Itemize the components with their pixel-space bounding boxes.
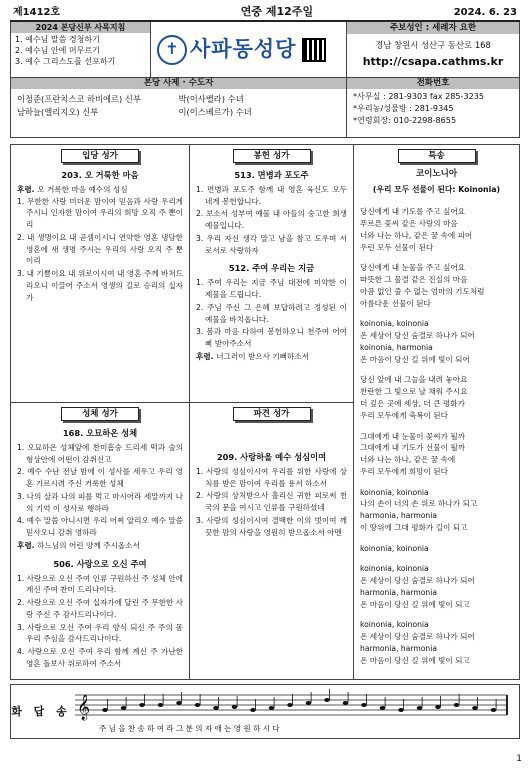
lyric-stanza <box>360 543 513 555</box>
offertory-hymn-title: 봉헌 성가 <box>233 149 311 163</box>
church-emblem-icon: ✝ <box>157 35 187 65</box>
sister-name: 박(이사벨라) 수녀 <box>178 94 244 104</box>
dismissal-hymn-section <box>190 402 353 543</box>
verse: 3. 내 기쁨이요 내 위로이시여 내 영혼 주께 바쳐드리오니 이끌어 주소서 영생의 길로 승리의 십자가 <box>17 269 183 302</box>
issue-number: 제1412호 <box>13 6 61 18</box>
church-logo-area <box>151 22 347 77</box>
special-song-title: 특송 <box>398 149 476 163</box>
hymn-grid <box>10 144 520 680</box>
hymn-number-title: 168. 오묘하온 성체 <box>62 428 138 438</box>
clergy-title: 본당 사제 · 수도자 <box>11 78 346 89</box>
phone-line: *연령회장: 010-2298-8655 <box>353 115 457 125</box>
lyric-stanza <box>360 374 513 421</box>
refrain: 후렴. 오 거룩한 마음 예수의 성심 <box>17 184 128 194</box>
verse: 2. 보소서 성부여 예물 내 아들의 숭고한 희생 예물입니다. <box>196 209 347 231</box>
lyric-line: koinonia, koinonia <box>360 319 429 329</box>
lyric-stanza <box>360 206 513 253</box>
offertory-hymn-section <box>190 145 353 402</box>
verse: 3. 사랑의 성심이시여 결백한 이의 벗이여 깨끗한 맘의 사랑을 영원히 받으옵소서 아멘 <box>196 515 347 537</box>
music-note <box>269 706 275 710</box>
verse: 1. 주여 우리는 지금 주님 대전에 미약한 이 제물을 드립니다. <box>196 278 347 300</box>
lyric-line: koinonia, koinonia <box>360 564 429 574</box>
bulletin-date: 2024. 6. 23 <box>453 6 517 18</box>
lyric-line: 푸르른 꽃씨 같은 사랑의 마음 <box>360 219 458 229</box>
lyric-stanza <box>360 262 513 309</box>
goal-item: 2. 예수님 안에 머무르기 <box>15 46 100 55</box>
music-note <box>435 705 441 709</box>
music-note <box>287 703 293 707</box>
lyric-line: 당신에게 내 눈물을 주고 싶어요 <box>360 263 466 273</box>
lyric-line: 온 세상이 당신 숨결로 하나가 되어 <box>360 632 475 642</box>
hymn-number-title: 506. 사랑으로 오신 주여 <box>53 558 147 569</box>
lyric-line: 그대에게 내 기도가 선물이 될까 <box>360 443 466 453</box>
patron-saint: 주보성인 : 세례자 요한 <box>347 22 519 34</box>
lyric-line: 온 마음이 당신 길 위에 빛이 되고 <box>360 655 470 665</box>
lyric-line: 당신 앞에 내 그늘을 내려 놓아요 <box>360 375 468 385</box>
qr-code-icon[interactable] <box>302 38 326 62</box>
lyric-line: 온 마음이 당신 길 위에 빛이 되고 <box>360 599 470 609</box>
church-address: 경남 창원시 성산구 동산로 168 <box>375 40 491 50</box>
pastoral-goals <box>11 22 151 77</box>
lyric-line: 찬란한 그 빛으로 날 채워 주시요 <box>360 387 468 397</box>
lyric-line: 당신에게 내 기도를 주고 싶어요 <box>360 207 466 217</box>
lyric-line: 너와 나는 하나, 같은 꿈 속에 <box>360 455 456 465</box>
column-right <box>354 145 519 679</box>
verse: 2. 주님 주신 그 은혜 보답하려고 정성된 이 예물을 바치옵니다. <box>196 302 347 324</box>
entrance-hymn-title: 입당 성가 <box>61 149 139 163</box>
phone-section <box>347 78 519 137</box>
music-note <box>380 706 386 710</box>
priest-name: 이정준(프란치스코 하비에르) 신부 <box>17 94 141 104</box>
music-notation-icon <box>71 687 511 737</box>
verse: 2. 사랑의 상처받으사 흘리신 귀한 피로써 천국의 문을 여시고 인류를 구원하셨네 <box>196 491 347 513</box>
priest-name: 남하늘(엘리지오) 신부 <box>17 107 99 117</box>
phone-title: 전화번호 <box>347 78 519 89</box>
responsorial-psalm <box>10 684 520 739</box>
music-note <box>491 708 497 712</box>
music-note <box>139 703 145 707</box>
lyric-line: 우리 모두에게 축복이 된다 <box>360 410 448 420</box>
hymn-number-title: 209. 사랑하올 예수 성심이여 <box>216 452 327 462</box>
verse: 1. 사랑의 성심이시여 우리를 위한 사랑에 상처를 받은 맘이여 우리를 용서 하소서 <box>196 466 347 488</box>
lyric-line: 따뜻한 그 물결 같은 진실의 마음 <box>360 275 468 285</box>
svg-text:𝄞: 𝄞 <box>77 694 91 720</box>
verse: 2. 사랑으로 오신 주여 십자가에 달린 주 무한한 사랑 주신 주 감사드리나이다. <box>17 598 183 619</box>
song-subtitle: (우리 모두 선물이 된다: Koinonia) <box>372 185 501 195</box>
lyric-stanza <box>360 563 513 610</box>
music-note <box>398 708 404 712</box>
page-number: 1 <box>516 754 522 765</box>
lyric-line: koinonia, koinonia <box>360 543 429 553</box>
verse: 3. 봄과 마음 다하여 봉헌하오니 천주여 어여삐 받아주소서 <box>196 327 347 349</box>
goal-item: 3. 예수 그리스도를 선포하기 <box>15 57 116 66</box>
lyric-line: 온 마음이 당신 길 위에 빛이 되어 <box>360 354 470 364</box>
clergy-section <box>11 78 347 137</box>
sister-name: 이(이스베르가) 수녀 <box>178 107 252 117</box>
lyric-line: koinonia, koinonia <box>360 487 429 497</box>
dismissal-hymn-title: 파견 성가 <box>233 407 311 421</box>
hymn-number-title: 203. 오 거룩한 마음 <box>61 170 139 180</box>
music-note <box>213 706 219 710</box>
music-note <box>250 708 256 712</box>
verse: 4. 사랑으로 오신 주여 우리 함께 계신 주 가난한 영혼 돌보사 위로하여 주소서 <box>17 647 183 668</box>
lyric-stanza <box>360 431 513 478</box>
lyric-line: 너와 나는 하나, 같은 꿈 속에 피어 <box>360 230 473 240</box>
lyric-line: harmonia, harmonia <box>360 643 437 653</box>
lyric-line: 온 세상이 당신 숨결로 하나가 되어 <box>360 331 475 341</box>
refrain: 후렴. 하느님의 어린 양께 주시옵소서 <box>17 540 140 550</box>
song-lyrics <box>360 206 513 666</box>
lyric-stanza <box>360 487 513 534</box>
hymn-number-title: 512. 주여 우리는 지금 <box>228 263 315 274</box>
lyric-line: 나의 손이 너의 손 위로 하나가 되고 <box>360 499 478 509</box>
music-note <box>102 708 108 712</box>
music-note <box>472 706 478 710</box>
pastoral-goals-title: 2024 본당신부 사목지침 <box>11 22 150 33</box>
music-note <box>343 701 349 705</box>
svg-text:주 님 을 찬 송 하 여 라 그 분 의 자 애 는: 주 님 을 찬 송 하 여 라 그 분 의 자 애 는 영 원 하 시 다 <box>99 723 280 733</box>
column-middle <box>190 145 354 679</box>
music-note <box>121 706 127 710</box>
lyric-stanza <box>360 318 513 365</box>
lyric-line: 그대에게 내 눈물이 꽃씨가 될까 <box>360 431 466 441</box>
music-note <box>232 705 238 709</box>
verse: 3. 나의 살과 나의 피를 먹고 마시어라 세말까지 나의 기억 이 성사로 행하라 <box>17 491 183 513</box>
music-note <box>324 698 330 702</box>
music-note <box>195 703 201 707</box>
lyric-line: 이 땅위에 그대 평화가 길이 되고 <box>360 522 468 532</box>
music-note <box>454 703 460 707</box>
phone-line: *사무실 : 281-9303 fax 285-3235 <box>353 91 485 101</box>
communion-hymn-section <box>11 402 189 675</box>
church-website-link[interactable]: http://csapa.cathms.kr <box>362 55 504 69</box>
responsorial-title: 화 답 송 <box>11 704 71 718</box>
entrance-hymn-section <box>11 145 189 402</box>
verse: 1. 무한한 사랑 미더운 맘이여 믿음과 사랑 우리게 주시니 인자한 맘이여 우리의 희망 오직 주 뿐이리 <box>17 196 183 230</box>
music-staff <box>71 687 519 737</box>
communion-hymn-title: 성체 성가 <box>61 407 139 421</box>
phone-line: *우리농/성물방 : 281-9345 <box>353 103 454 113</box>
music-note <box>361 703 367 707</box>
lyric-line: koinonia, koinonia <box>360 620 429 630</box>
lyric-line: 더 깊은 곳에 세상, 더 큰 평화가 <box>360 398 465 408</box>
lyric-line: 우리 모두에게 희망이 된다 <box>360 466 448 476</box>
lyric-stanza <box>360 619 513 666</box>
verse: 2. 예수 수난 전날 밤에 이 성사를 세우고 우리 영혼 기르시려 주신 거룩한 성체 <box>17 467 183 489</box>
lyric-line: 아픔 없인 줄 수 없는 엄마의 기도처럼 <box>360 286 485 296</box>
verse: 3. 사랑으로 오신 주여 우리 양식 되신 주 주의 몸 우리 주심을 감사드리나이다. <box>17 622 183 644</box>
verse: 3. 우리 자신 생각 말고 남을 참고 도우며 서로서로 사랑하자 <box>196 233 347 255</box>
special-song-section <box>354 145 519 680</box>
lyric-line: 우린 모두 선물이 된다 <box>360 242 434 252</box>
church-name: 사파동성당 <box>190 36 297 62</box>
clergy-phone-row <box>10 78 520 138</box>
goal-item: 1. 예수님 말씀 경청하기 <box>15 35 100 44</box>
refrain: 후렴. 너그러이 받으사 기뻐하소서 <box>196 351 310 361</box>
lyric-line: 온 세상이 당신 숨결로 하나가 되어 <box>360 576 475 586</box>
liturgical-sunday: 연중 제12주일 <box>240 4 314 18</box>
patron-info <box>347 22 519 77</box>
verse: 4. 예수 말씀 아니시면 우리 어찌 알리오 예수 말씀 믿사오니 감취 영하라 <box>17 516 183 538</box>
verse: 1. 사랑으로 오신 주여 인류 구원하신 주 성체 안에 계신 주여 찬미 드리나이다. <box>17 573 183 595</box>
verse: 2. 내 생명이요 내 곧셈이시니 연약한 영혼 냉담한 영혼에 새 생명 주시는 우리의 사랑 오직 주 뿐이리 <box>17 232 183 266</box>
music-note <box>417 706 423 710</box>
music-note <box>306 701 312 705</box>
lyric-line: harmonia, harmonia <box>360 587 437 597</box>
song-title: 코이노니아 <box>415 169 458 179</box>
top-bar <box>10 5 520 22</box>
header <box>10 22 520 78</box>
verse: 1. 오묘하온 성체앞에 찬미흠숭 드리세 떡과 술의 형상안에 어떤이 감취신고 <box>17 442 183 464</box>
hymn-number-title: 513. 면병과 포도주 <box>234 170 309 180</box>
lyric-line: 아름다운 선물이 된다 <box>360 298 431 308</box>
column-left <box>11 145 190 679</box>
music-note <box>158 703 164 707</box>
lyric-line: koinonia, harmonia <box>360 342 433 352</box>
verse: 1. 면병과 포도주 함께 내 영혼 육신도 모두 네게 봉헌합니다. <box>196 184 347 206</box>
music-note <box>176 701 182 705</box>
lyric-line: harmonia, harmonia <box>360 511 437 521</box>
